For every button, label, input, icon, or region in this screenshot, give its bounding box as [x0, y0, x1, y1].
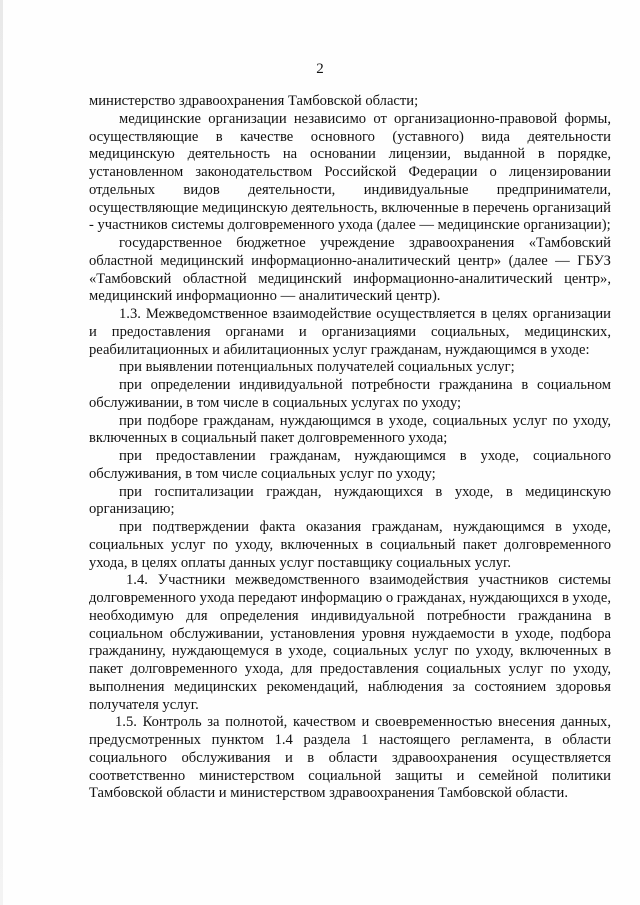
list-item-service-selection: при подборе гражданам, нуждающимся в уходе, социальных услуг по уходу, включенных в социальный пакет долговременного ухода;: [89, 412, 611, 447]
list-item-provision: при предоставлении гражданам, нуждающимся в уходе, социального обслуживания, в том числе социальных услуг по уходу;: [89, 448, 611, 482]
list-item-hospitalization: при госпитализации граждан, нуждающихся в уходе, в медицинскую организацию;: [89, 483, 611, 518]
page-number: 2: [316, 61, 324, 77]
paragraph-1-5: 1.5. Контроль за полнотой, качеством и своевременностью внесения данных, предусмотренных пунктом 1.4 раздела 1 настоящего регламента, в области социального обслуживания и в области здравоохранения осуществляется соответственно министерством социальной защиты и семейной политики Тамбовской области и министерством здравоохранения Тамбовской области.: [89, 714, 611, 802]
paragraph-gbuz-center: государственное бюджетное учреждение здравоохранения «Тамбовский областной медицинский информационно-аналитический центр» (далее — ГБУЗ «Тамбовский областной медицинский информационно-аналитический центр», медицинский информационно — аналитический центр).: [89, 235, 611, 305]
list-item-need-determination: при определении индивидуальной потребности гражданина в социальном обслуживании, в том числе в социальных услугах по уходу;: [89, 377, 611, 411]
paragraph-1-4: 1.4. Участники межведомственного взаимодействия участников системы долговременного ухода передают информацию о гражданах, нуждающихся в уходе, необходимую для определения индивидуальной потребности гражданина в социальном обслуживании, установления уровня нуждаемости в уходе, подбора гражданину, нуждающемуся в уходе, социальных услуг по уходу, включенных в пакет долговременного ухода, для предоставления социальных услуг по уходу, выполнения медицинских рекомендаций, наблюдения за состоянием здоровья получателя услуг.: [89, 572, 611, 713]
paragraph-1-3: 1.3. Межведомственное взаимодействие осуществляется в целях организации и предоставления органами и организациями социальных, медицинских, реабилитационных и абилитационных услуг гражданам, нуждающимся в уходе:: [89, 306, 611, 358]
paragraph-ministry-health: министерство здравоохранения Тамбовской области;: [89, 93, 419, 109]
list-item-confirmation: при подтверждении факта оказания гражданам, нуждающимся в уходе, социальных услуг по уходу, включенных в социальный пакет долговременного ухода, в целях оплаты данных услуг поставщику социальных услуг.: [89, 519, 611, 571]
list-item-identification: при выявлении потенциальных получателей социальных услуг;: [119, 359, 515, 376]
document-body: [89, 93, 611, 803]
paragraph-medical-organizations: медицинские организации независимо от организационно-правовой формы, осуществляющие в качестве основного (уставного) вида деятельности медицинскую деятельность на основании лицензии, выданной в порядке, установленном законодательством Российской Федерации о лицензировании отдельных видов деятельности, индивидуальные предприниматели, осуществляющие медицинскую деятельность, включенные в перечень организаций - участников системы долговременного ухода (далее — медицинские организации);: [89, 110, 611, 234]
scan-edge: [0, 0, 3, 905]
